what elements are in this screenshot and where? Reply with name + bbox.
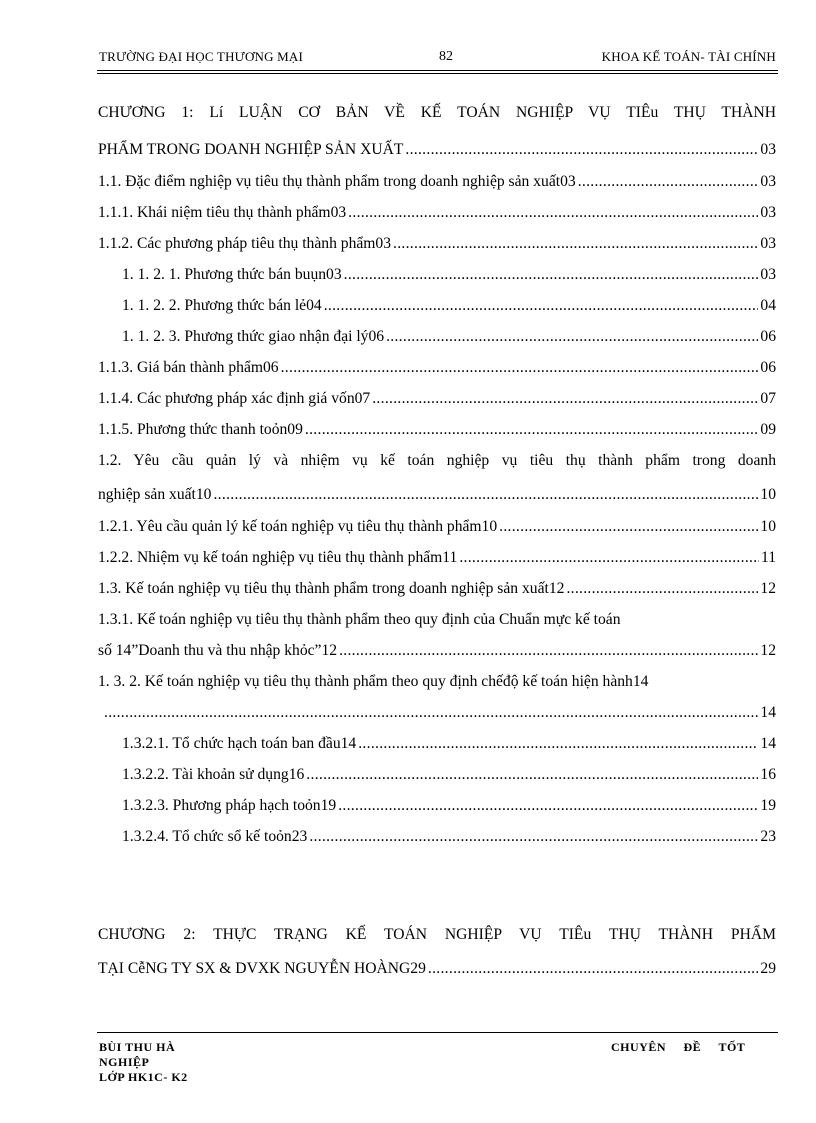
header-rule-double <box>97 73 778 74</box>
school-name: TRƯỜNG ĐẠI HỌC THƯƠNG MẠI <box>99 49 304 64</box>
toc-leader-dots <box>405 141 758 159</box>
toc-leader-dots <box>305 421 759 439</box>
page-footer <box>97 1032 778 1084</box>
toc-page: 07 <box>760 390 776 407</box>
toc-chapter-1-title-line2: PHẨM TRONG DOANH NGHIỆP SẢN XUẤT <box>98 141 404 158</box>
toc-entry-1-3-1-line2 <box>98 642 776 660</box>
toc-entry-1-1-5 <box>98 421 776 439</box>
toc-entry-text: 1.3.2.4. Tổ chức sổ kế toỏn23 <box>122 828 308 845</box>
faculty-name: KHOA KẾ TOÁN- TÀI CHÍNH <box>601 49 776 64</box>
footer-nghiep: NGHIỆP <box>99 1055 150 1069</box>
toc-entry-1-3-2-line1: 1. 3. 2. Kế toán nghiệp vụ tiêu thụ thành phẩm theo quy định chếđộ kế toán hiện hành14 <box>98 673 649 690</box>
toc-entry-1-3-1-line1: 1.3.1. Kế toán nghiệp vụ tiêu thụ thành phẩm theo quy định của Chuẩn mực kế toán <box>98 611 621 628</box>
header-rule <box>97 70 778 71</box>
toc-page: 10 <box>760 486 776 503</box>
footer-class: LỚP HK1C- K2 <box>99 1070 188 1084</box>
toc-chapter-2-title-line1: CHƯƠNG 2: THỰC TRẠNG KẾ TOÁN NGHIỆP VỤ TIÊu THỤ THÀNH PHẨM <box>98 926 776 943</box>
page-header <box>97 46 778 72</box>
toc-leader-dots <box>281 359 759 377</box>
toc-leader-dots <box>372 390 758 408</box>
toc-leader-dots <box>344 266 759 284</box>
toc-chapter-2-line2 <box>98 960 776 978</box>
toc-page: 09 <box>760 421 776 438</box>
toc-entry-1-1-2-1 <box>122 266 776 284</box>
toc-chapter-1-line2 <box>98 141 776 159</box>
toc-entry-1-3-2-1 <box>122 735 776 753</box>
toc-leader-dots <box>386 328 758 346</box>
toc-entry-1-3 <box>98 580 776 598</box>
toc-page: 16 <box>760 766 776 783</box>
toc-leader-dots <box>393 235 758 253</box>
toc-leader-dots <box>499 518 758 536</box>
toc-leader-dots <box>578 173 759 191</box>
footer-thesis: CHUYÊN ĐỀ TỐT <box>611 1040 746 1054</box>
toc-entry-text: 1.1.1. Khái niệm tiêu thụ thành phẩm03 <box>98 204 347 221</box>
toc-entry-text: 1.3.2.2. Tài khoản sử dụng16 <box>122 766 305 783</box>
toc-entry-1-3-2-line2 <box>102 704 776 722</box>
toc-leader-dots <box>566 580 758 598</box>
footer-author: BÙI THU HÀ <box>99 1040 176 1054</box>
toc-entry-1-1-2-2 <box>122 297 776 315</box>
page-number: 82 <box>439 49 453 64</box>
toc-leader-dots <box>358 735 758 753</box>
toc-leader-dots <box>459 549 759 567</box>
toc-entry-1-2-line1: 1.2. Yêu cầu quản lý và nhiệm vụ kế toán nghiệp vụ tiêu thụ thành phẩm trong doanh <box>98 452 776 469</box>
toc-entry-text: 1.2.1. Yêu cầu quản lý kế toán nghiệp vụ tiêu thụ thành phẩm10 <box>98 518 498 535</box>
toc-page: 03 <box>760 235 776 252</box>
toc-entry-1-1-2 <box>98 235 776 253</box>
toc-entry-1-1-3 <box>98 359 776 377</box>
toc-chapter-2-title-line2: TẠI CễNG TY SX & DVXK NGUYỄN HOÀNG29 <box>98 960 426 977</box>
toc-leader-dots <box>324 297 759 315</box>
toc-page: 19 <box>760 797 776 814</box>
toc-entry-1-3-2-3 <box>122 797 776 815</box>
toc-entry-text: 1.1. Đặc điểm nghiệp vụ tiêu thụ thành phẩm trong doanh nghiệp sản xuất03 <box>98 173 576 190</box>
toc-entry-1-1-4 <box>98 390 776 408</box>
toc-entry-text: 1.1.4. Các phương pháp xác định giá vốn07 <box>98 390 371 407</box>
toc-page: 14 <box>760 735 776 752</box>
toc-entry-1-3-2-4 <box>122 828 776 846</box>
toc-page: 03 <box>760 173 776 190</box>
toc-page: 06 <box>760 328 776 345</box>
toc-entry-1-1 <box>98 173 776 191</box>
toc-page: 12 <box>760 642 776 659</box>
footer-rule <box>97 1032 778 1033</box>
toc-leader-dots <box>339 642 758 660</box>
toc-page: 12 <box>760 580 776 597</box>
toc-leader-dots <box>104 704 758 722</box>
toc-page: 10 <box>760 518 776 535</box>
toc-page: 03 <box>760 141 776 158</box>
toc-page: 03 <box>760 204 776 221</box>
toc-page: 06 <box>760 359 776 376</box>
toc-entry-text: 1.3.2.1. Tổ chức hạch toán ban đầu14 <box>122 735 357 752</box>
toc-page: 04 <box>760 297 776 314</box>
toc-entry-text: 1.1.3. Giá bán thành phẩm06 <box>98 359 279 376</box>
toc-page: 29 <box>760 960 776 977</box>
toc-leader-dots <box>338 797 758 815</box>
toc-entry-text: 1.1.2. Các phương pháp tiêu thụ thành phẩm03 <box>98 235 392 252</box>
toc-page: 14 <box>760 704 776 721</box>
toc-entry-text: 1.3.2.3. Phương pháp hạch toỏn19 <box>122 797 337 814</box>
toc-leader-dots <box>348 204 758 222</box>
toc-entry-text: 1.2.2. Nhiệm vụ kế toán nghiệp vụ tiêu thụ thành phẩm11 <box>98 549 458 566</box>
toc-entry-text: nghiệp sản xuất10 <box>98 486 212 503</box>
toc-entry-1-3-2-2 <box>122 766 776 784</box>
toc-page: 23 <box>760 828 776 845</box>
toc-entry-1-1-1 <box>98 204 776 222</box>
toc-entry-1-2-2 <box>98 549 776 567</box>
toc-leader-dots <box>428 960 759 978</box>
toc-chapter-1-title-line1: CHƯƠNG 1: Lí LUẬN CƠ BẢN VỀ KẾ TOÁN NGHIỆP VỤ TIÊu THỤ THÀNH <box>98 104 776 121</box>
toc-entry-text: 1. 1. 2. 2. Phương thức bán lẻ04 <box>122 297 322 314</box>
toc-leader-dots <box>306 766 758 784</box>
toc-entry-text: số 14”Doanh thu và thu nhập khỏc”12 <box>98 642 338 659</box>
toc-leader-dots <box>309 828 758 846</box>
toc-leader-dots <box>213 486 758 504</box>
toc-entry-1-2-1 <box>98 518 776 536</box>
toc-page: 03 <box>760 266 776 283</box>
toc-entry-text: 1. 1. 2. 1. Phương thức bán buụn03 <box>122 266 342 283</box>
toc-entry-text: 1. 1. 2. 3. Phương thức giao nhận đại lý06 <box>122 328 385 345</box>
toc-page: 11 <box>760 549 776 566</box>
toc-entry-1-1-2-3 <box>122 328 776 346</box>
toc-entry-text: 1.1.5. Phương thức thanh toỏn09 <box>98 421 303 438</box>
toc-entry-1-2-line2 <box>98 486 776 504</box>
toc-entry-text: 1.3. Kế toán nghiệp vụ tiêu thụ thành phẩm trong doanh nghiệp sản xuất12 <box>98 580 565 597</box>
